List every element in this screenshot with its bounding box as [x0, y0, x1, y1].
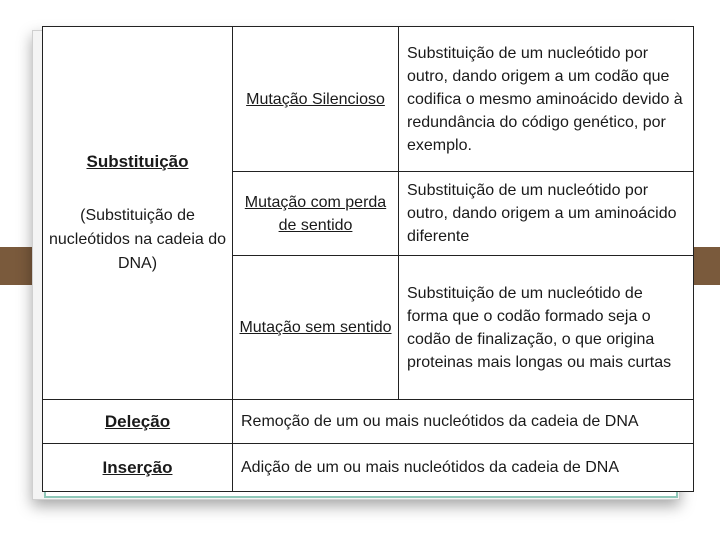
mutation-description-cell: [399, 27, 694, 172]
insertion-title: Inserção: [102, 457, 173, 477]
mutation-description-cell: [399, 256, 694, 400]
mutation-type-label: Mutação Silencioso: [246, 90, 385, 108]
mutation-type-label: Mutação com perda de sentido: [244, 193, 387, 234]
substitution-title: Substituição: [86, 152, 189, 171]
mutation-description: Substituição de um nucleótido de forma que o codão formado seja o codão de finalização, o que origina proteinas mais longas ou mais curtas: [407, 284, 672, 371]
insertion-description: Adição de um ou mais nucleótidos da cadeia de DNA: [241, 459, 619, 476]
deletion-description: Remoção de um ou mais nucleótidos da cadeia de DNA: [241, 413, 639, 430]
insertion-description-cell: [233, 444, 694, 492]
mutation-type-cell: [233, 27, 399, 172]
mutation-description: Substituição de um nucleótido por outro, dando origem a um aminoácido diferente: [407, 182, 677, 245]
insertion-cell: [43, 444, 233, 492]
substitution-cell: [43, 27, 233, 400]
table-row: [43, 444, 694, 492]
deletion-cell: [43, 400, 233, 444]
mutation-type-cell: [233, 172, 399, 256]
mutation-type-cell: [233, 256, 399, 400]
mutation-description-cell: [399, 172, 694, 256]
deletion-title: Deleção: [104, 411, 171, 431]
table-row: [43, 400, 694, 444]
table-row: [43, 27, 694, 172]
mutation-types-table: [42, 26, 694, 492]
substitution-note: (Substituição de nucleótidos na cadeia do DNA): [48, 207, 227, 272]
mutation-description: Substituição de um nucleótido por outro, dando origem a um codão que codifica o mesmo aminoácido devido à redundância do código genético, por exemplo.: [407, 44, 683, 154]
deletion-description-cell: [233, 400, 694, 444]
mutation-type-label: Mutação sem sentido: [239, 319, 392, 336]
